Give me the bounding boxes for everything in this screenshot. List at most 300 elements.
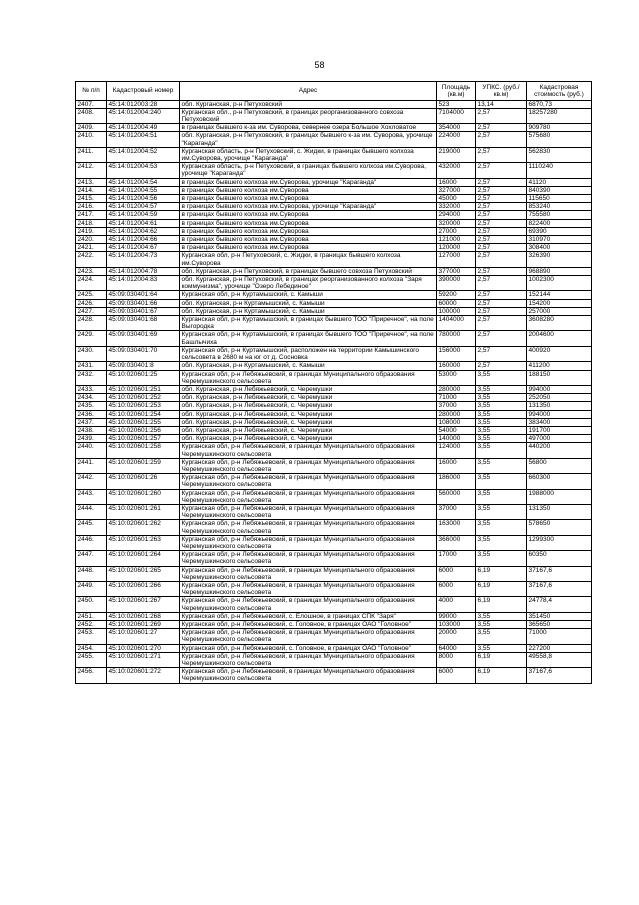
table-row: [76, 276, 592, 291]
cadastral-value-cell: 1110240: [527, 163, 592, 178]
area-cell: 60000: [437, 299, 476, 307]
area-cell: 16000: [437, 178, 476, 186]
cadastral-number-cell: 45:09:030401:64: [107, 291, 180, 299]
cadastral-number-cell: 45:10:020601:259: [107, 458, 180, 473]
cadastral-number-cell: 45:10:020601:253: [107, 402, 180, 410]
table-row: [76, 566, 592, 581]
address-cell: в границах бывшего колхоза им.Суворова: [180, 186, 437, 194]
upks-cell: 2,57: [476, 291, 527, 299]
row-number-cell: 2452.: [76, 621, 107, 629]
row-number-cell: 2454.: [76, 644, 107, 652]
cadastral-value-cell: 154200: [527, 299, 592, 307]
area-cell: 219000: [437, 147, 476, 162]
row-number-cell: 2423.: [76, 267, 107, 275]
cadastral-number-cell: 45:10:020601:265: [107, 566, 180, 581]
cadastral-number-cell: 45:10:020601:263: [107, 535, 180, 550]
upks-cell: 2,57: [476, 267, 527, 275]
upks-cell: 2,57: [476, 186, 527, 194]
upks-cell: 2,57: [476, 132, 527, 147]
upks-cell: 3,55: [476, 435, 527, 443]
row-number-cell: 2431.: [76, 362, 107, 370]
row-number-cell: 2422.: [76, 252, 107, 267]
address-cell: Курганская обл, р-н Лебяжьевский, в границах Муниципального образования Черемушкинского сельсовета: [180, 370, 437, 385]
cadastral-value-cell: 6870,73: [527, 100, 592, 108]
cadastral-value-cell: 909780: [527, 124, 592, 132]
area-cell: 294000: [437, 211, 476, 219]
upks-cell: 2,57: [476, 236, 527, 244]
row-number-cell: 2438.: [76, 426, 107, 434]
row-number-cell: 2421.: [76, 244, 107, 252]
area-cell: 1404000: [437, 316, 476, 331]
address-cell: обл. Курганская, р-н Петуховский, в границах бывшего совхоза Петуховский: [180, 267, 437, 275]
upks-cell: 3,55: [476, 504, 527, 519]
table-row: [76, 612, 592, 620]
table-row: [76, 458, 592, 473]
row-number-cell: 2443.: [76, 489, 107, 504]
cadastral-number-cell: 45:14:012004:51: [107, 132, 180, 147]
row-number-cell: 2439.: [76, 435, 107, 443]
address-cell: в границах бывшего колхоза им.Суворова, урочище "Караганда": [180, 203, 437, 211]
row-number-cell: 2434.: [76, 394, 107, 402]
area-cell: 366000: [437, 535, 476, 550]
row-number-cell: 2451.: [76, 612, 107, 620]
address-cell: Курганская обл, р-н Лебяжьевский, с. Головное, в границах ОАО "Головное": [180, 644, 437, 652]
area-cell: 6000: [437, 566, 476, 581]
table-row: [76, 291, 592, 299]
row-number-cell: 2455.: [76, 652, 107, 667]
cadastral-number-cell: 45:10:020601:26: [107, 474, 180, 489]
table-row: [76, 299, 592, 307]
column-header-address: Адрес: [180, 82, 437, 101]
upks-cell: 2,57: [476, 307, 527, 315]
cadastral-number-cell: 45:10:020601:264: [107, 551, 180, 566]
upks-cell: 2,57: [476, 147, 527, 162]
cadastral-number-cell: 45:09:030401:70: [107, 346, 180, 361]
cadastral-number-cell: 45:14:012004:62: [107, 227, 180, 235]
row-number-cell: 2446.: [76, 535, 107, 550]
upks-cell: 3,55: [476, 370, 527, 385]
address-cell: обл. Курганская, р-н Лебяжьевский, с. Черемушки: [180, 426, 437, 434]
area-cell: 332000: [437, 203, 476, 211]
column-header-area: Площадь (кв.м): [437, 82, 476, 101]
address-cell: Курганская область, р-н Петуховский, в границах бывшего колхоза им.Суворова, урочище "Караганда": [180, 163, 437, 178]
upks-cell: 2,57: [476, 299, 527, 307]
area-cell: 20000: [437, 629, 476, 644]
area-cell: 121000: [437, 236, 476, 244]
area-cell: 45000: [437, 195, 476, 203]
area-cell: 17000: [437, 551, 476, 566]
area-cell: 4000: [437, 597, 476, 612]
upks-cell: 2,57: [476, 219, 527, 227]
cadastral-value-cell: 755580: [527, 211, 592, 219]
area-cell: 8000: [437, 652, 476, 667]
table-row: [76, 597, 592, 612]
cadastral-value-cell: 131350: [527, 504, 592, 519]
address-cell: Курганская обл, р-н Лебяжьевский, с. Елошное, в границах СПК "Заря": [180, 612, 437, 620]
area-cell: 354000: [437, 124, 476, 132]
row-number-cell: 2417.: [76, 211, 107, 219]
upks-cell: 2,57: [476, 362, 527, 370]
cadastral-number-cell: 45:10:020601:257: [107, 435, 180, 443]
cadastral-number-cell: 45:10:020601:254: [107, 410, 180, 418]
cadastral-value-cell: 131350: [527, 402, 592, 410]
cadastral-value-cell: 575680: [527, 132, 592, 147]
upks-cell: 6,19: [476, 597, 527, 612]
row-number-cell: 2429.: [76, 331, 107, 346]
address-cell: Курганская обл, р-н Лебяжьевский, в границах Муниципального образования Черемушкинского сельсовета: [180, 489, 437, 504]
cadastral-number-cell: 45:14:012004:57: [107, 203, 180, 211]
area-cell: 280000: [437, 410, 476, 418]
cadastral-value-cell: 660300: [527, 474, 592, 489]
upks-cell: 2,57: [476, 211, 527, 219]
table-row: [76, 132, 592, 147]
area-cell: 54000: [437, 426, 476, 434]
cadastral-value-cell: 2004600: [527, 331, 592, 346]
upks-cell: 3,55: [476, 443, 527, 458]
upks-cell: 3,55: [476, 621, 527, 629]
table-row: [76, 629, 592, 644]
cadastral-value-cell: 440200: [527, 443, 592, 458]
cadastral-value-cell: 853240: [527, 203, 592, 211]
cadastral-value-cell: 188150: [527, 370, 592, 385]
table-row: [76, 443, 592, 458]
row-number-cell: 2449.: [76, 581, 107, 596]
row-number-cell: 2418.: [76, 219, 107, 227]
row-number-cell: 2408.: [76, 108, 107, 123]
table-row: [76, 178, 592, 186]
cadastral-number-cell: 45:10:020601:256: [107, 426, 180, 434]
cadastral-value-cell: 1299300: [527, 535, 592, 550]
address-cell: обл. Курганская, р-н Петуховский, в границах реорганизованного колхоза "Заря коммунизма", урочище "Озеро Лебединое": [180, 276, 437, 291]
area-cell: 156000: [437, 346, 476, 361]
upks-cell: 3,55: [476, 520, 527, 535]
table-row: [76, 108, 592, 123]
cadastral-number-cell: 45:10:020601:270: [107, 644, 180, 652]
upks-cell: 2,57: [476, 203, 527, 211]
cadastral-value-cell: 1988000: [527, 489, 592, 504]
address-cell: Курганская обл, р-н Куртамышский, расположен на территории Камышинского сельсовета в 2680 м на юг от д. Сосновка: [180, 346, 437, 361]
area-cell: 127000: [437, 252, 476, 267]
area-cell: 16000: [437, 458, 476, 473]
cadastral-number-cell: 45:14:012004:61: [107, 219, 180, 227]
cadastral-value-cell: 41120: [527, 178, 592, 186]
address-cell: обл. Курганская, р-н Петуховский: [180, 100, 437, 108]
upks-cell: 3,55: [476, 385, 527, 393]
row-number-cell: 2425.: [76, 291, 107, 299]
cadastral-value-cell: 18257280: [527, 108, 592, 123]
table-row: [76, 535, 592, 550]
row-number-cell: 2426.: [76, 299, 107, 307]
address-cell: Курганская обл., р-н Петуховский, в границах реорганизованного совхоза Петуховский: [180, 108, 437, 123]
table-row: [76, 551, 592, 566]
upks-cell: 3,55: [476, 612, 527, 620]
cadastral-value-cell: 37167,6: [527, 668, 592, 683]
table-body: [76, 100, 592, 683]
cadastral-value-cell: 56800: [527, 458, 592, 473]
address-cell: в границах бывшего колхоза им.Суворова, урочище "Караганда": [180, 178, 437, 186]
row-number-cell: 2428.: [76, 316, 107, 331]
area-cell: 224000: [437, 132, 476, 147]
address-cell: Курганская обл, р-н Куртамышский, с. Камыши: [180, 291, 437, 299]
cadastral-number-cell: 45:10:020601:261: [107, 504, 180, 519]
cadastral-number-cell: 45:10:020601:255: [107, 418, 180, 426]
cadastral-value-cell: 49558,8: [527, 652, 592, 667]
address-cell: в границах бывшего колхоза им.Суворова: [180, 244, 437, 252]
address-cell: Курганская обл, р-н Лебяжьевский, в границах Муниципального образования Черемушкинского сельсовета: [180, 652, 437, 667]
area-cell: 64000: [437, 644, 476, 652]
table-row: [76, 362, 592, 370]
row-number-cell: 2441.: [76, 458, 107, 473]
cadastral-number-cell: 45:14:012004:83: [107, 276, 180, 291]
cadastral-number-cell: 45:09:030401:8: [107, 362, 180, 370]
table-row: [76, 186, 592, 194]
table-row: [76, 520, 592, 535]
area-cell: 280000: [437, 385, 476, 393]
area-cell: 37000: [437, 402, 476, 410]
address-cell: Курганская обл, р-н Лебяжьевский, в границах Муниципального образования Черемушкинского сельсовета: [180, 551, 437, 566]
cadastral-number-cell: 45:10:020601:251: [107, 385, 180, 393]
column-header-upks: УПКС. (руб./кв.м): [476, 82, 527, 101]
row-number-cell: 2413.: [76, 178, 107, 186]
cadastral-number-cell: 45:14:012004:73: [107, 252, 180, 267]
upks-cell: 3,55: [476, 535, 527, 550]
upks-cell: 2,57: [476, 178, 527, 186]
address-cell: обл. Курганская, р-н Лебяжьевский, с. Черемушки: [180, 410, 437, 418]
address-cell: в границах бывшего колхоза им.Суворова: [180, 211, 437, 219]
upks-cell: 3,55: [476, 402, 527, 410]
cadastral-number-cell: 45:14:012004:66: [107, 236, 180, 244]
row-number-cell: 2437.: [76, 418, 107, 426]
address-cell: в границах бывшего колхоза им.Суворова: [180, 195, 437, 203]
cadastral-value-cell: 71000: [527, 629, 592, 644]
cadastral-value-cell: 310970: [527, 236, 592, 244]
row-number-cell: 2447.: [76, 551, 107, 566]
upks-cell: 2,57: [476, 252, 527, 267]
row-number-cell: 2407.: [76, 100, 107, 108]
cadastral-value-cell: 840390: [527, 186, 592, 194]
table-row: [76, 385, 592, 393]
cadastral-value-cell: 365650: [527, 621, 592, 629]
area-cell: 100000: [437, 307, 476, 315]
upks-cell: 6,19: [476, 668, 527, 683]
row-number-cell: 2430.: [76, 346, 107, 361]
cadastral-value-cell: 191700: [527, 426, 592, 434]
table-row: [76, 489, 592, 504]
table-row: [76, 621, 592, 629]
address-cell: Курганская обл, р-н Куртамышский, в границах бывшего ТОО "Приречное", на поле Башлычиха: [180, 331, 437, 346]
table-row: [76, 203, 592, 211]
area-cell: 124000: [437, 443, 476, 458]
upks-cell: 6,19: [476, 652, 527, 667]
table-row: [76, 435, 592, 443]
area-cell: 377000: [437, 267, 476, 275]
cadastral-value-cell: 3608280: [527, 316, 592, 331]
cadastral-number-cell: 45:10:020601:25: [107, 370, 180, 385]
cadastral-value-cell: 400920: [527, 346, 592, 361]
table-row: [76, 227, 592, 235]
address-cell: обл. Курганская, р-н Петуховский, в границах бывшего к-за им. Суворова, урочище "Караганда": [180, 132, 437, 147]
row-number-cell: 2415.: [76, 195, 107, 203]
address-cell: обл. Курганская, р-н Куртамышский, с. Камыши: [180, 362, 437, 370]
row-number-cell: 2442.: [76, 474, 107, 489]
address-cell: Курганская обл, р-н Куртамышский, в границах бывшего ТОО "Приречное", на поле Выгородка: [180, 316, 437, 331]
column-header-cadastral-value: Кадастровая стоимость (руб.): [527, 82, 592, 101]
table-row: [76, 474, 592, 489]
cadastral-value-cell: 994000: [527, 410, 592, 418]
area-cell: 390000: [437, 276, 476, 291]
table-row: [76, 316, 592, 331]
cadastral-number-cell: 45:14:012004:240: [107, 108, 180, 123]
cadastral-number-cell: 45:14:012004:55: [107, 186, 180, 194]
area-cell: 186000: [437, 474, 476, 489]
cadastral-number-cell: 45:09:030401:69: [107, 331, 180, 346]
area-cell: 523: [437, 100, 476, 108]
cadastral-number-cell: 45:10:020601:258: [107, 443, 180, 458]
address-cell: в границах бывшего к-за им. Суворова, севернее озера Большое Хохловатое: [180, 124, 437, 132]
cadastral-value-cell: 252050: [527, 394, 592, 402]
row-number-cell: 2436.: [76, 410, 107, 418]
upks-cell: 2,57: [476, 346, 527, 361]
row-number-cell: 2412.: [76, 163, 107, 178]
area-cell: 103000: [437, 621, 476, 629]
address-cell: Курганская обл, р-н Петуховский, с. Жидки, в границах бывшего колхоза им.Суворова: [180, 252, 437, 267]
area-cell: 163000: [437, 520, 476, 535]
upks-cell: 3,55: [476, 489, 527, 504]
table-row: [76, 211, 592, 219]
table-row: [76, 147, 592, 162]
cadastral-value-cell: 257000: [527, 307, 592, 315]
cadastral-number-cell: 45:10:020601:269: [107, 621, 180, 629]
area-cell: 160000: [437, 362, 476, 370]
row-number-cell: 2427.: [76, 307, 107, 315]
row-number-cell: 2420.: [76, 236, 107, 244]
area-cell: 108000: [437, 418, 476, 426]
table-row: [76, 267, 592, 275]
table-row: [76, 331, 592, 346]
cadastral-value-cell: 69390: [527, 227, 592, 235]
upks-cell: 3,55: [476, 644, 527, 652]
address-cell: Курганская область, р-н Петуховский, с. Жидки, в границах бывшего колхоза им.Суворова, урочище "Караганда": [180, 147, 437, 162]
row-number-cell: 2414.: [76, 186, 107, 194]
cadastral-number-cell: 45:10:020601:268: [107, 612, 180, 620]
upks-cell: 6,19: [476, 566, 527, 581]
cadastral-number-cell: 45:14:012004:52: [107, 147, 180, 162]
address-cell: Курганская обл, р-н Лебяжьевский, в границах Муниципального образования Черемушкинского сельсовета: [180, 629, 437, 644]
row-number-cell: 2411.: [76, 147, 107, 162]
upks-cell: 3,55: [476, 410, 527, 418]
area-cell: 432000: [437, 163, 476, 178]
table-row: [76, 410, 592, 418]
area-cell: 327000: [437, 186, 476, 194]
address-cell: Курганская обл, р-н Лебяжьевский, с. Головное, в границах ОАО "Головное": [180, 621, 437, 629]
table-row: [76, 426, 592, 434]
cadastral-number-cell: 45:09:030401:67: [107, 307, 180, 315]
cadastral-value-cell: 578650: [527, 520, 592, 535]
row-number-cell: 2444.: [76, 504, 107, 519]
upks-cell: 3,55: [476, 474, 527, 489]
cadastral-number-cell: 45:09:030401:66: [107, 299, 180, 307]
address-cell: Курганская обл, р-н Лебяжьевский, в границах Муниципального образования Черемушкинского сельсовета: [180, 535, 437, 550]
address-cell: обл. Курганская, р-н Куртамышский, с. Камыши: [180, 299, 437, 307]
table-row: [76, 504, 592, 519]
table-row: [76, 652, 592, 667]
upks-cell: 2,57: [476, 276, 527, 291]
cadastral-number-cell: 45:09:030401:68: [107, 316, 180, 331]
table-row: [76, 163, 592, 178]
upks-cell: 2,57: [476, 124, 527, 132]
address-cell: в границах бывшего колхоза им.Суворова: [180, 236, 437, 244]
cadastral-value-cell: 562830: [527, 147, 592, 162]
cadastral-number-cell: 45:14:012004:56: [107, 195, 180, 203]
upks-cell: 2,57: [476, 244, 527, 252]
upks-cell: 13,14: [476, 100, 527, 108]
cadastral-number-cell: 45:14:012004:67: [107, 244, 180, 252]
upks-cell: 3,55: [476, 629, 527, 644]
address-cell: Курганская обл, р-н Лебяжьевский, в границах Муниципального образования Черемушкинского сельсовета: [180, 597, 437, 612]
area-cell: 6000: [437, 581, 476, 596]
upks-cell: 2,57: [476, 316, 527, 331]
cadastral-number-cell: 45:14:012004:53: [107, 163, 180, 178]
cadastral-number-cell: 45:10:020601:27: [107, 629, 180, 644]
area-cell: 140000: [437, 435, 476, 443]
area-cell: 37000: [437, 504, 476, 519]
cadastral-value-cell: 1002300: [527, 276, 592, 291]
row-number-cell: 2410.: [76, 132, 107, 147]
cadastral-number-cell: 45:10:020601:272: [107, 668, 180, 683]
cadastral-value-cell: 24778,4: [527, 597, 592, 612]
address-cell: Курганская обл, р-н Лебяжьевский, в границах Муниципального образования Черемушкинского сельсовета: [180, 458, 437, 473]
cadastral-number-cell: 45:14:012003:28: [107, 100, 180, 108]
upks-cell: 3,55: [476, 418, 527, 426]
cadastral-number-cell: 45:10:020601:262: [107, 520, 180, 535]
area-cell: 99000: [437, 612, 476, 620]
table-row: [76, 418, 592, 426]
table-row: [76, 124, 592, 132]
upks-cell: 2,57: [476, 195, 527, 203]
address-cell: Курганская обл, р-н Лебяжьевский, в границах Муниципального образования Черемушкинского сельсовета: [180, 520, 437, 535]
table-row: [76, 219, 592, 227]
cadastral-value-cell: 497000: [527, 435, 592, 443]
row-number-cell: 2440.: [76, 443, 107, 458]
upks-cell: 2,57: [476, 227, 527, 235]
cadastral-number-cell: 45:14:012004:49: [107, 124, 180, 132]
area-cell: 59200: [437, 291, 476, 299]
upks-cell: 3,55: [476, 394, 527, 402]
table-header-row: [76, 82, 592, 101]
cadastral-value-cell: 60350: [527, 551, 592, 566]
table-row: [76, 668, 592, 683]
table-row: [76, 195, 592, 203]
table-row: [76, 394, 592, 402]
upks-cell: 3,55: [476, 426, 527, 434]
table-row: [76, 402, 592, 410]
row-number-cell: 2453.: [76, 629, 107, 644]
area-cell: 560000: [437, 489, 476, 504]
cadastral-value-cell: 326390: [527, 252, 592, 267]
row-number-cell: 2424.: [76, 276, 107, 291]
area-cell: 7104000: [437, 108, 476, 123]
address-cell: обл. Курганская, р-н Лебяжьевский, с. Черемушки: [180, 394, 437, 402]
area-cell: 120000: [437, 244, 476, 252]
row-number-cell: 2419.: [76, 227, 107, 235]
row-number-cell: 2450.: [76, 597, 107, 612]
row-number-cell: 2432.: [76, 370, 107, 385]
cadastral-value-cell: 411200: [527, 362, 592, 370]
address-cell: обл. Курганская, р-н Лебяжьевский, с. Черемушки: [180, 402, 437, 410]
address-cell: Курганская обл, р-н Лебяжьевский, в границах Муниципального образования Черемушкинского сельсовета: [180, 443, 437, 458]
column-header-number: № п/п: [76, 82, 107, 101]
table-row: [76, 370, 592, 385]
